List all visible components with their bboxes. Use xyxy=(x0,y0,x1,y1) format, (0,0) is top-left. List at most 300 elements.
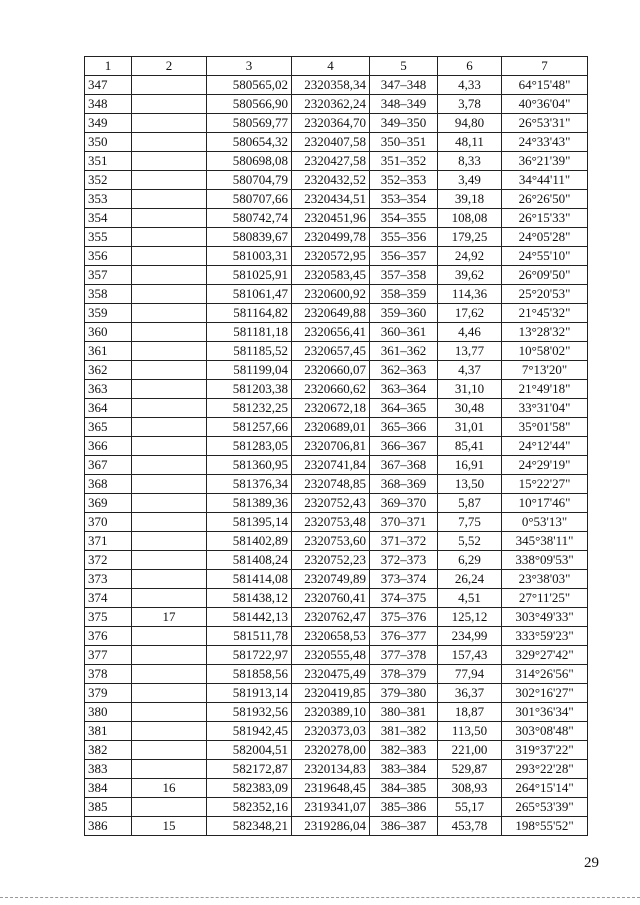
length-cell: 39,62 xyxy=(438,266,502,285)
length-cell: 55,17 xyxy=(438,798,502,817)
x-coordinate-cell: 581395,14 xyxy=(207,513,292,532)
segment-cell: 363–364 xyxy=(370,380,438,399)
segment-cell: 380–381 xyxy=(370,703,438,722)
point-number-cell: 374 xyxy=(85,589,132,608)
x-coordinate-cell: 581025,91 xyxy=(207,266,292,285)
corner-number-cell xyxy=(132,722,207,741)
y-coordinate-cell: 2320364,70 xyxy=(292,114,370,133)
column-header-6: 6 xyxy=(438,57,502,76)
y-coordinate-cell: 2320583,45 xyxy=(292,266,370,285)
bearing-cell: 0°53'13" xyxy=(502,513,588,532)
table-row xyxy=(85,722,588,741)
bearing-cell: 34°44'11" xyxy=(502,171,588,190)
table-row xyxy=(85,570,588,589)
corner-number-cell xyxy=(132,304,207,323)
y-coordinate-cell: 2319286,04 xyxy=(292,817,370,836)
y-coordinate-cell: 2320434,51 xyxy=(292,190,370,209)
corner-number-cell xyxy=(132,741,207,760)
segment-cell: 385–386 xyxy=(370,798,438,817)
bearing-cell: 301°36'34" xyxy=(502,703,588,722)
corner-number-cell xyxy=(132,551,207,570)
x-coordinate-cell: 581257,66 xyxy=(207,418,292,437)
y-coordinate-cell: 2320657,45 xyxy=(292,342,370,361)
bearing-cell: 7°13'20" xyxy=(502,361,588,380)
corner-number-cell xyxy=(132,247,207,266)
segment-cell: 383–384 xyxy=(370,760,438,779)
point-number-cell: 373 xyxy=(85,570,132,589)
y-coordinate-cell: 2320752,23 xyxy=(292,551,370,570)
bearing-cell: 24°33'43" xyxy=(502,133,588,152)
corner-number-cell xyxy=(132,361,207,380)
y-coordinate-cell: 2320656,41 xyxy=(292,323,370,342)
table-row xyxy=(85,133,588,152)
table-row xyxy=(85,817,588,836)
segment-cell: 378–379 xyxy=(370,665,438,684)
segment-cell: 379–380 xyxy=(370,684,438,703)
bearing-cell: 24°12'44" xyxy=(502,437,588,456)
y-coordinate-cell: 2320760,41 xyxy=(292,589,370,608)
segment-cell: 376–377 xyxy=(370,627,438,646)
point-number-cell: 353 xyxy=(85,190,132,209)
length-cell: 85,41 xyxy=(438,437,502,456)
bearing-cell: 10°58'02" xyxy=(502,342,588,361)
y-coordinate-cell: 2320753,48 xyxy=(292,513,370,532)
bearing-cell: 25°20'53" xyxy=(502,285,588,304)
table-row xyxy=(85,741,588,760)
corner-number-cell xyxy=(132,665,207,684)
length-cell: 6,29 xyxy=(438,551,502,570)
point-number-cell: 348 xyxy=(85,95,132,114)
table-row xyxy=(85,456,588,475)
point-number-cell: 369 xyxy=(85,494,132,513)
segment-cell: 372–373 xyxy=(370,551,438,570)
y-coordinate-cell: 2320419,85 xyxy=(292,684,370,703)
segment-cell: 347–348 xyxy=(370,76,438,95)
segment-cell: 370–371 xyxy=(370,513,438,532)
corner-number-cell xyxy=(132,399,207,418)
x-coordinate-cell: 581003,31 xyxy=(207,247,292,266)
y-coordinate-cell: 2320572,95 xyxy=(292,247,370,266)
length-cell: 453,78 xyxy=(438,817,502,836)
table-row xyxy=(85,532,588,551)
x-coordinate-cell: 582004,51 xyxy=(207,741,292,760)
corner-number-cell xyxy=(132,684,207,703)
table-row xyxy=(85,228,588,247)
y-coordinate-cell: 2320499,78 xyxy=(292,228,370,247)
bearing-cell: 64°15'48" xyxy=(502,76,588,95)
segment-cell: 354–355 xyxy=(370,209,438,228)
segment-cell: 349–350 xyxy=(370,114,438,133)
x-coordinate-cell: 580654,32 xyxy=(207,133,292,152)
segment-cell: 371–372 xyxy=(370,532,438,551)
y-coordinate-cell: 2320373,03 xyxy=(292,722,370,741)
segment-cell: 386–387 xyxy=(370,817,438,836)
y-coordinate-cell: 2320600,92 xyxy=(292,285,370,304)
corner-number-cell xyxy=(132,342,207,361)
x-coordinate-cell: 581408,24 xyxy=(207,551,292,570)
segment-cell: 348–349 xyxy=(370,95,438,114)
point-number-cell: 386 xyxy=(85,817,132,836)
bearing-cell: 10°17'46" xyxy=(502,494,588,513)
point-number-cell: 352 xyxy=(85,171,132,190)
segment-cell: 377–378 xyxy=(370,646,438,665)
column-header-3: 3 xyxy=(207,57,292,76)
corner-number-cell xyxy=(132,627,207,646)
segment-cell: 364–365 xyxy=(370,399,438,418)
segment-cell: 358–359 xyxy=(370,285,438,304)
length-cell: 31,10 xyxy=(438,380,502,399)
x-coordinate-cell: 580704,79 xyxy=(207,171,292,190)
point-number-cell: 382 xyxy=(85,741,132,760)
x-coordinate-cell: 582172,87 xyxy=(207,760,292,779)
length-cell: 94,80 xyxy=(438,114,502,133)
bearing-cell: 329°27'42" xyxy=(502,646,588,665)
length-cell: 18,87 xyxy=(438,703,502,722)
length-cell: 77,94 xyxy=(438,665,502,684)
table-row xyxy=(85,266,588,285)
x-coordinate-cell: 581185,52 xyxy=(207,342,292,361)
column-header-7: 7 xyxy=(502,57,588,76)
column-header-2: 2 xyxy=(132,57,207,76)
length-cell: 13,50 xyxy=(438,475,502,494)
bearing-cell: 264°15'14" xyxy=(502,779,588,798)
x-coordinate-cell: 580566,90 xyxy=(207,95,292,114)
point-number-cell: 367 xyxy=(85,456,132,475)
x-coordinate-cell: 581932,56 xyxy=(207,703,292,722)
length-cell: 4,37 xyxy=(438,361,502,380)
y-coordinate-cell: 2320658,53 xyxy=(292,627,370,646)
point-number-cell: 384 xyxy=(85,779,132,798)
table-row xyxy=(85,608,588,627)
x-coordinate-cell: 581203,38 xyxy=(207,380,292,399)
corner-number-cell: 17 xyxy=(132,608,207,627)
y-coordinate-cell: 2320672,18 xyxy=(292,399,370,418)
y-coordinate-cell: 2320278,00 xyxy=(292,741,370,760)
y-coordinate-cell: 2320555,48 xyxy=(292,646,370,665)
segment-cell: 365–366 xyxy=(370,418,438,437)
corner-number-cell xyxy=(132,323,207,342)
corner-number-cell xyxy=(132,646,207,665)
bearing-cell: 24°29'19" xyxy=(502,456,588,475)
bearing-cell: 36°21'39" xyxy=(502,152,588,171)
x-coordinate-cell: 581199,04 xyxy=(207,361,292,380)
table-row xyxy=(85,418,588,437)
bearing-cell: 314°26'56" xyxy=(502,665,588,684)
length-cell: 308,93 xyxy=(438,779,502,798)
length-cell: 31,01 xyxy=(438,418,502,437)
length-cell: 113,50 xyxy=(438,722,502,741)
length-cell: 4,46 xyxy=(438,323,502,342)
length-cell: 157,43 xyxy=(438,646,502,665)
length-cell: 4,51 xyxy=(438,589,502,608)
x-coordinate-cell: 581913,14 xyxy=(207,684,292,703)
length-cell: 48,11 xyxy=(438,133,502,152)
x-coordinate-cell: 581942,45 xyxy=(207,722,292,741)
corner-number-cell xyxy=(132,494,207,513)
y-coordinate-cell: 2320706,81 xyxy=(292,437,370,456)
y-coordinate-cell: 2320432,52 xyxy=(292,171,370,190)
y-coordinate-cell: 2320752,43 xyxy=(292,494,370,513)
corner-number-cell xyxy=(132,475,207,494)
segment-cell: 362–363 xyxy=(370,361,438,380)
segment-cell: 352–353 xyxy=(370,171,438,190)
length-cell: 179,25 xyxy=(438,228,502,247)
y-coordinate-cell: 2320134,83 xyxy=(292,760,370,779)
segment-cell: 373–374 xyxy=(370,570,438,589)
point-number-cell: 375 xyxy=(85,608,132,627)
corner-number-cell xyxy=(132,589,207,608)
corner-number-cell xyxy=(132,570,207,589)
column-header-5: 5 xyxy=(370,57,438,76)
point-number-cell: 365 xyxy=(85,418,132,437)
y-coordinate-cell: 2320389,10 xyxy=(292,703,370,722)
length-cell: 3,49 xyxy=(438,171,502,190)
bearing-cell: 338°09'53" xyxy=(502,551,588,570)
table-row xyxy=(85,589,588,608)
segment-cell: 353–354 xyxy=(370,190,438,209)
corner-number-cell xyxy=(132,76,207,95)
y-coordinate-cell: 2319341,07 xyxy=(292,798,370,817)
bottom-rule xyxy=(0,897,640,898)
point-number-cell: 385 xyxy=(85,798,132,817)
y-coordinate-cell: 2320748,85 xyxy=(292,475,370,494)
header-row xyxy=(85,57,588,76)
bearing-cell: 15°22'27" xyxy=(502,475,588,494)
corner-number-cell xyxy=(132,171,207,190)
x-coordinate-cell: 581511,78 xyxy=(207,627,292,646)
length-cell: 16,91 xyxy=(438,456,502,475)
length-cell: 24,92 xyxy=(438,247,502,266)
bearing-cell: 198°55'52" xyxy=(502,817,588,836)
segment-cell: 361–362 xyxy=(370,342,438,361)
point-number-cell: 383 xyxy=(85,760,132,779)
y-coordinate-cell: 2319648,45 xyxy=(292,779,370,798)
page-number: 29 xyxy=(584,855,599,871)
x-coordinate-cell: 581438,12 xyxy=(207,589,292,608)
length-cell: 114,36 xyxy=(438,285,502,304)
bearing-cell: 293°22'28" xyxy=(502,760,588,779)
bearing-cell: 333°59'23" xyxy=(502,627,588,646)
bearing-cell: 303°08'48" xyxy=(502,722,588,741)
table-row xyxy=(85,285,588,304)
segment-cell: 375–376 xyxy=(370,608,438,627)
point-number-cell: 364 xyxy=(85,399,132,418)
point-number-cell: 349 xyxy=(85,114,132,133)
table-row xyxy=(85,342,588,361)
table-row xyxy=(85,437,588,456)
length-cell: 30,48 xyxy=(438,399,502,418)
bearing-cell: 21°45'32" xyxy=(502,304,588,323)
bearing-cell: 302°16'27" xyxy=(502,684,588,703)
table-row xyxy=(85,494,588,513)
point-number-cell: 381 xyxy=(85,722,132,741)
segment-cell: 356–357 xyxy=(370,247,438,266)
segment-cell: 367–368 xyxy=(370,456,438,475)
bearing-cell: 27°11'25" xyxy=(502,589,588,608)
segment-cell: 359–360 xyxy=(370,304,438,323)
table-row xyxy=(85,95,588,114)
corner-number-cell xyxy=(132,703,207,722)
segment-cell: 350–351 xyxy=(370,133,438,152)
length-cell: 5,52 xyxy=(438,532,502,551)
x-coordinate-cell: 581858,56 xyxy=(207,665,292,684)
corner-number-cell xyxy=(132,456,207,475)
x-coordinate-cell: 580707,66 xyxy=(207,190,292,209)
x-coordinate-cell: 581283,05 xyxy=(207,437,292,456)
table-row xyxy=(85,399,588,418)
length-cell: 36,37 xyxy=(438,684,502,703)
y-coordinate-cell: 2320649,88 xyxy=(292,304,370,323)
table-row xyxy=(85,209,588,228)
point-number-cell: 357 xyxy=(85,266,132,285)
corner-number-cell xyxy=(132,209,207,228)
length-cell: 17,62 xyxy=(438,304,502,323)
table-row xyxy=(85,380,588,399)
point-number-cell: 380 xyxy=(85,703,132,722)
x-coordinate-cell: 580742,74 xyxy=(207,209,292,228)
corner-number-cell xyxy=(132,152,207,171)
table-row xyxy=(85,304,588,323)
x-coordinate-cell: 581722,97 xyxy=(207,646,292,665)
length-cell: 529,87 xyxy=(438,760,502,779)
point-number-cell: 363 xyxy=(85,380,132,399)
y-coordinate-cell: 2320762,47 xyxy=(292,608,370,627)
x-coordinate-cell: 581414,08 xyxy=(207,570,292,589)
corner-number-cell xyxy=(132,228,207,247)
length-cell: 3,78 xyxy=(438,95,502,114)
table-row xyxy=(85,190,588,209)
y-coordinate-cell: 2320741,84 xyxy=(292,456,370,475)
y-coordinate-cell: 2320660,07 xyxy=(292,361,370,380)
bearing-cell: 319°37'22" xyxy=(502,741,588,760)
x-coordinate-cell: 581442,13 xyxy=(207,608,292,627)
bearing-cell: 40°36'04" xyxy=(502,95,588,114)
column-header-4: 4 xyxy=(292,57,370,76)
bearing-cell: 265°53'39" xyxy=(502,798,588,817)
bearing-cell: 13°28'32" xyxy=(502,323,588,342)
x-coordinate-cell: 581376,34 xyxy=(207,475,292,494)
x-coordinate-cell: 580569,77 xyxy=(207,114,292,133)
x-coordinate-cell: 582352,16 xyxy=(207,798,292,817)
point-number-cell: 377 xyxy=(85,646,132,665)
table-row xyxy=(85,114,588,133)
length-cell: 5,87 xyxy=(438,494,502,513)
length-cell: 13,77 xyxy=(438,342,502,361)
length-cell: 26,24 xyxy=(438,570,502,589)
length-cell: 8,33 xyxy=(438,152,502,171)
y-coordinate-cell: 2320749,89 xyxy=(292,570,370,589)
segment-cell: 355–356 xyxy=(370,228,438,247)
point-number-cell: 379 xyxy=(85,684,132,703)
y-coordinate-cell: 2320475,49 xyxy=(292,665,370,684)
x-coordinate-cell: 582383,09 xyxy=(207,779,292,798)
y-coordinate-cell: 2320362,24 xyxy=(292,95,370,114)
table-row xyxy=(85,361,588,380)
y-coordinate-cell: 2320427,58 xyxy=(292,152,370,171)
length-cell: 125,12 xyxy=(438,608,502,627)
point-number-cell: 358 xyxy=(85,285,132,304)
point-number-cell: 356 xyxy=(85,247,132,266)
point-number-cell: 354 xyxy=(85,209,132,228)
corner-number-cell xyxy=(132,266,207,285)
point-number-cell: 355 xyxy=(85,228,132,247)
segment-cell: 374–375 xyxy=(370,589,438,608)
table-row xyxy=(85,665,588,684)
segment-cell: 366–367 xyxy=(370,437,438,456)
segment-cell: 384–385 xyxy=(370,779,438,798)
point-number-cell: 361 xyxy=(85,342,132,361)
segment-cell: 369–370 xyxy=(370,494,438,513)
y-coordinate-cell: 2320660,62 xyxy=(292,380,370,399)
x-coordinate-cell: 581389,36 xyxy=(207,494,292,513)
segment-cell: 360–361 xyxy=(370,323,438,342)
length-cell: 4,33 xyxy=(438,76,502,95)
table-row xyxy=(85,475,588,494)
corner-number-cell xyxy=(132,95,207,114)
x-coordinate-cell: 580698,08 xyxy=(207,152,292,171)
table-row xyxy=(85,323,588,342)
corner-number-cell xyxy=(132,532,207,551)
corner-number-cell xyxy=(132,437,207,456)
table-row xyxy=(85,152,588,171)
point-number-cell: 350 xyxy=(85,133,132,152)
x-coordinate-cell: 582348,21 xyxy=(207,817,292,836)
table-row xyxy=(85,627,588,646)
bearing-cell: 26°09'50" xyxy=(502,266,588,285)
table-row xyxy=(85,779,588,798)
y-coordinate-cell: 2320753,60 xyxy=(292,532,370,551)
table-body xyxy=(85,76,588,836)
corner-number-cell xyxy=(132,418,207,437)
segment-cell: 351–352 xyxy=(370,152,438,171)
y-coordinate-cell: 2320689,01 xyxy=(292,418,370,437)
bearing-cell: 35°01'58" xyxy=(502,418,588,437)
point-number-cell: 371 xyxy=(85,532,132,551)
segment-cell: 382–383 xyxy=(370,741,438,760)
corner-number-cell xyxy=(132,133,207,152)
point-number-cell: 362 xyxy=(85,361,132,380)
corner-number-cell xyxy=(132,760,207,779)
table-row xyxy=(85,798,588,817)
table-row xyxy=(85,760,588,779)
point-number-cell: 347 xyxy=(85,76,132,95)
corner-number-cell xyxy=(132,798,207,817)
segment-cell: 381–382 xyxy=(370,722,438,741)
x-coordinate-cell: 581164,82 xyxy=(207,304,292,323)
length-cell: 7,75 xyxy=(438,513,502,532)
corner-number-cell xyxy=(132,285,207,304)
x-coordinate-cell: 580839,67 xyxy=(207,228,292,247)
table-row xyxy=(85,171,588,190)
table-row xyxy=(85,646,588,665)
point-number-cell: 366 xyxy=(85,437,132,456)
length-cell: 221,00 xyxy=(438,741,502,760)
table-row xyxy=(85,247,588,266)
bearing-cell: 345°38'11" xyxy=(502,532,588,551)
point-number-cell: 378 xyxy=(85,665,132,684)
point-number-cell: 359 xyxy=(85,304,132,323)
x-coordinate-cell: 581061,47 xyxy=(207,285,292,304)
segment-cell: 357–358 xyxy=(370,266,438,285)
bearing-cell: 303°49'33" xyxy=(502,608,588,627)
bearing-cell: 23°38'03" xyxy=(502,570,588,589)
bearing-cell: 26°15'33" xyxy=(502,209,588,228)
point-number-cell: 370 xyxy=(85,513,132,532)
corner-number-cell xyxy=(132,190,207,209)
corner-number-cell xyxy=(132,380,207,399)
table-row xyxy=(85,551,588,570)
point-number-cell: 368 xyxy=(85,475,132,494)
